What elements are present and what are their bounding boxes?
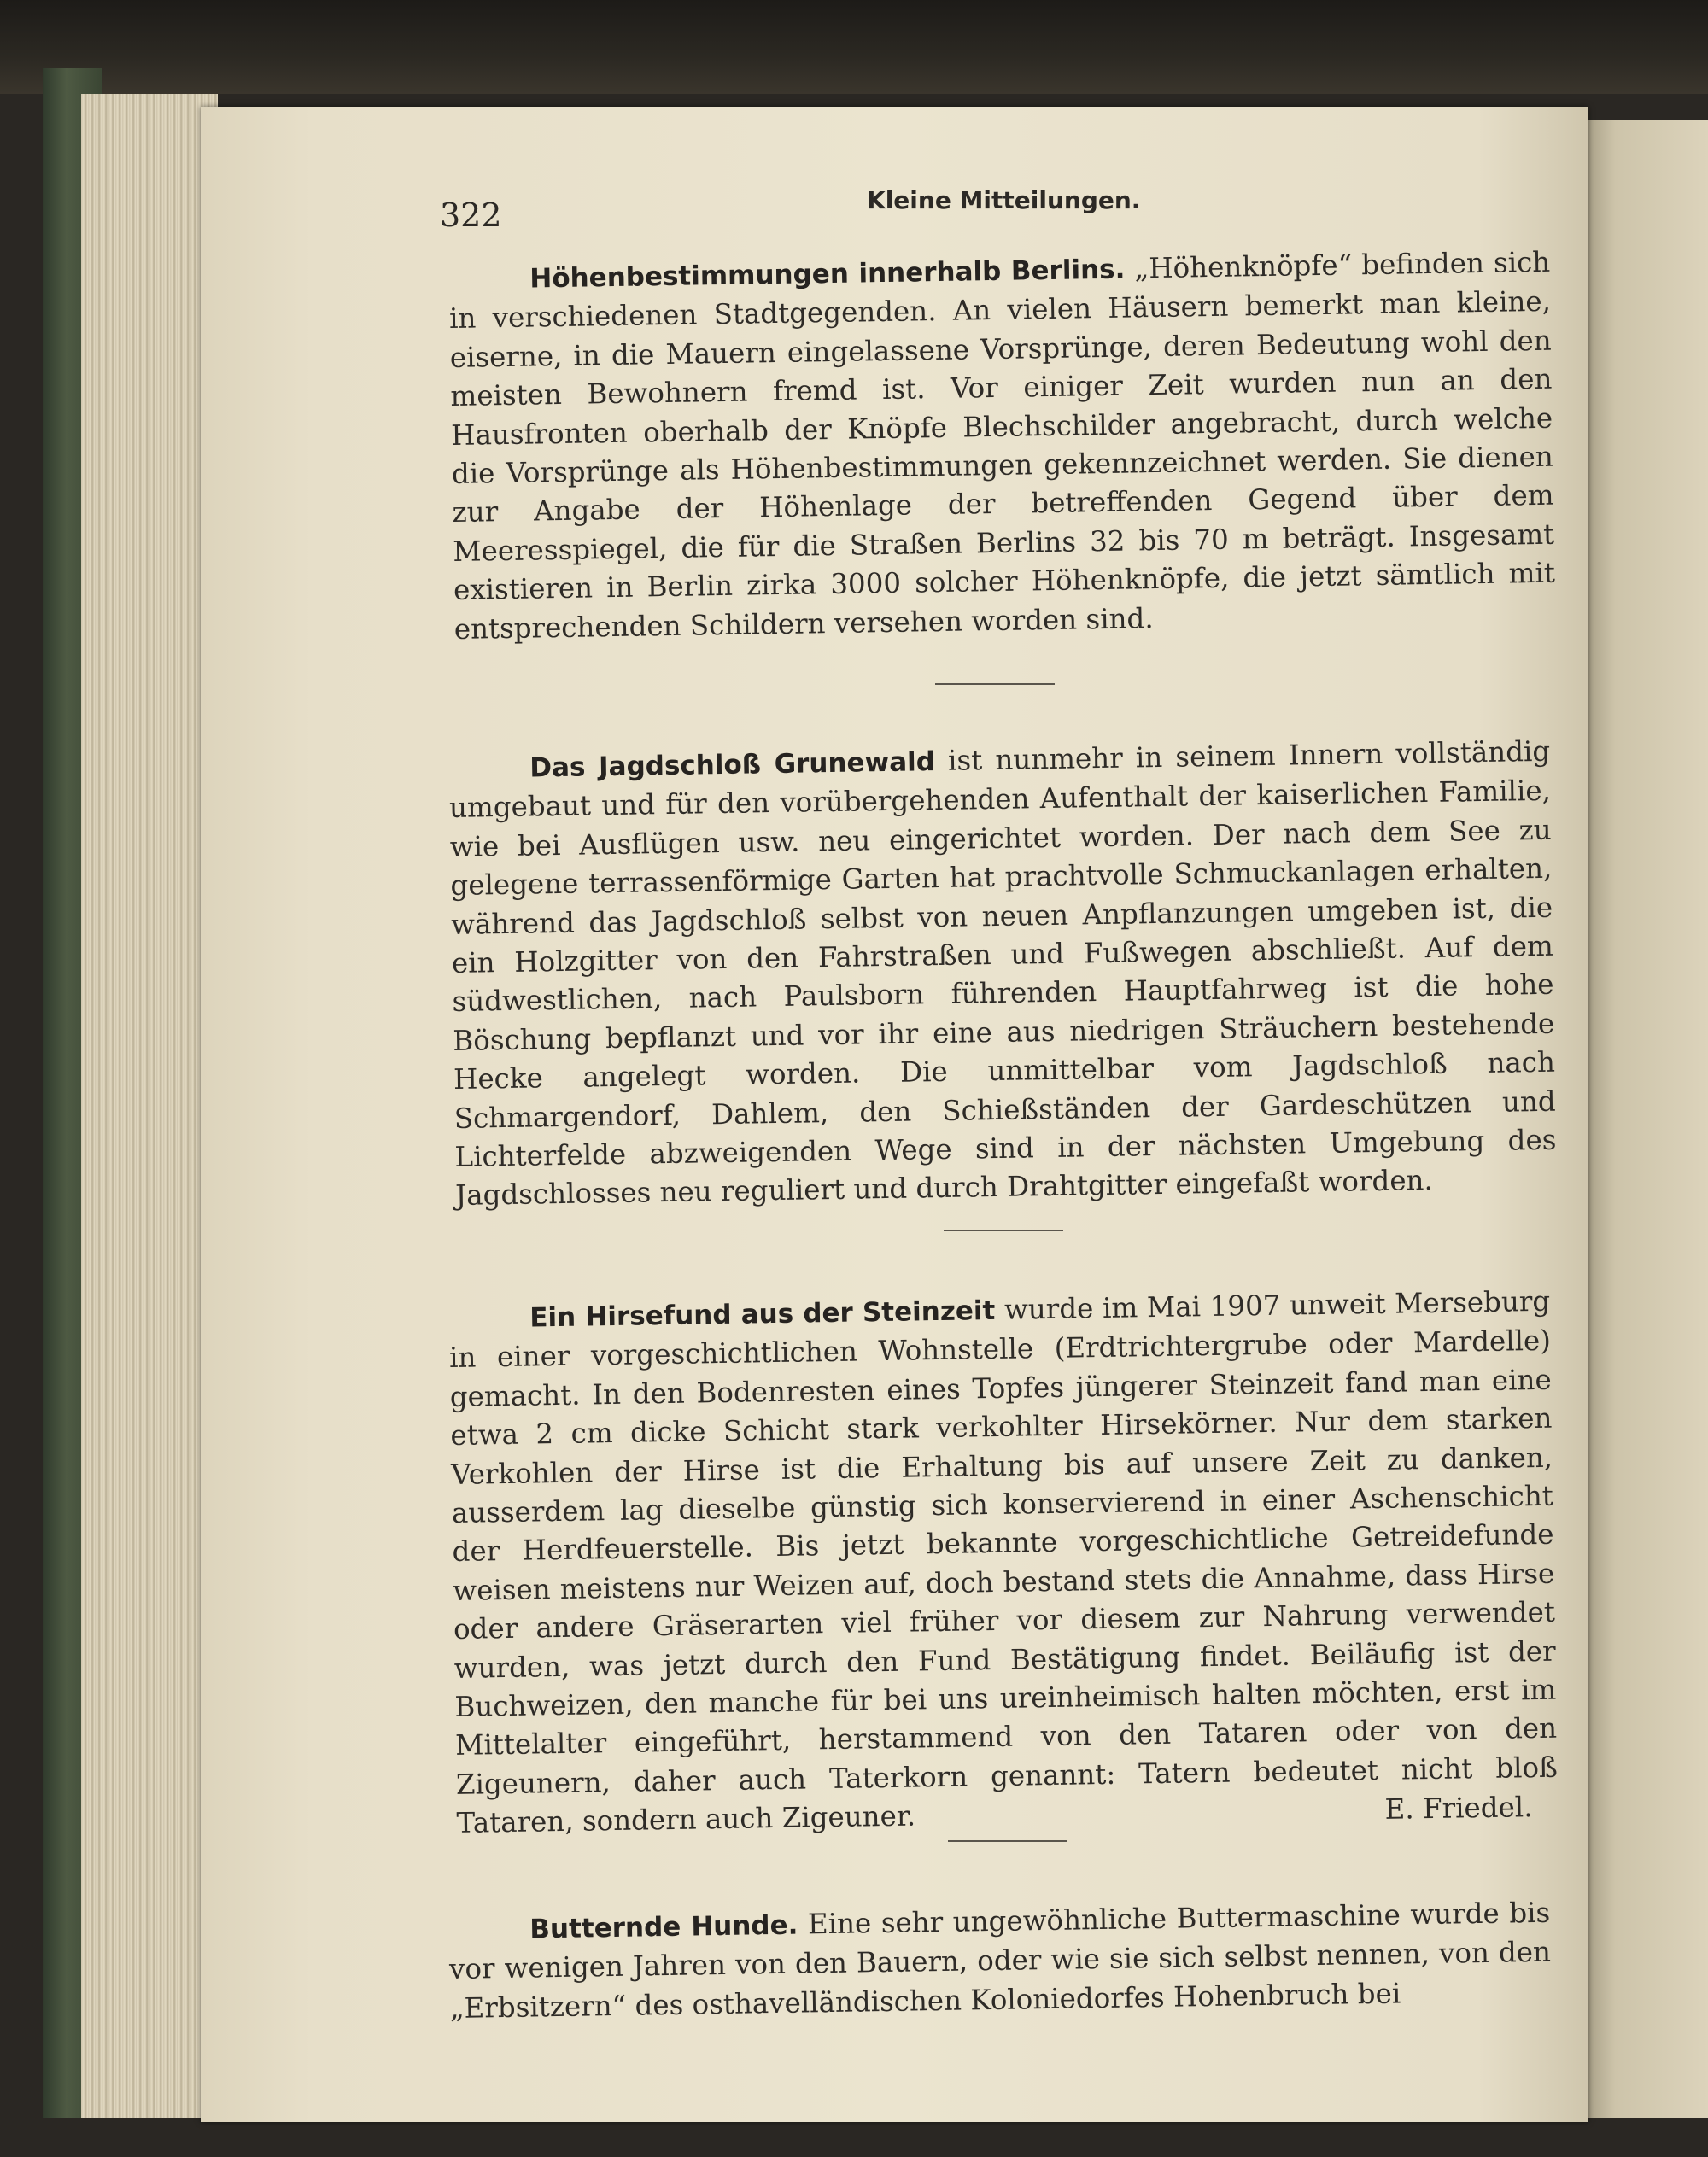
article-body: Eine sehr ungewöhnliche Buttermaschine wurde bis vor wenigen Jahren von den Bauern, oder wie sie sich selbst nennen, von den „Erbsitzern“ des osthavelländischen Koloniedorfes Hohenbruch bei [448, 1896, 1552, 2025]
article-headline: Das Jagdschloß Grunewald [529, 746, 936, 784]
article-body: wurde im Mai 1907 unweit Merseburg in einer vorgeschichtlichen Wohnstelle (Erdtrichtergrube oder Mardelle) gemacht. In den Bodenresten eines Topfes jüngerer Steinzeit fand man eine etwa 2 cm dicke Schicht stark verkohlter Hirsekörner. Nur dem starken Verkohlen der Hirse ist die Erhaltung bis auf unsere Zeit zu danken, ausserdem lag dieselbe günstig sich konservierend in einer Aschenschicht der Herdfeuerstelle. Bis jetzt bekannte vorgeschichtliche Getreidefunde weisen meistens nur Weizen auf, doch bestand stets die Annahme, dass Hirse oder andere Gräserarten viel früher vor diesem zur Nahrung verwendet wurden, was jetzt durch den Fund Bestätigung findet. Beiläufig ist der Buchweizen, den manche für bei uns ureinheimisch halten möchten, erst im Mittelalter eingeführt, herstammend von den Tataren oder von den Zigeunern, daher auch Taterkorn genannt: Tatern bedeutet nicht bloß Tataren, sondern auch Zigeuner. [448, 1284, 1559, 1840]
article-body: ist nunmehr in seinem Innern vollständig umgebaut und für den vorübergehenden Aufenthalt der kaiserlichen Familie, wie bei Ausflügen usw. neu eingerichtet worden. Der nach dem See zu gelegene terrassenförmige Garten hat prachtvolle Schmuckanlagen erhalten, während das Jagdschloß selbst von neuen Anpflanzungen umgeben ist, die ein Holzgitter von den Fahrstraßen und Fußwegen abschließt. Auf dem südwestlichen, nach Paulsborn führenden Hauptfahrweg ist die hohe Böschung bepflanzt und vor ihr eine aus niedrigen Sträuchern bestehende Hecke angelegt worden. Die unmittelbar vom Jagdschloß nach Schmargendorf, Dahlem, den Schießständen der Gardeschützen und Lichterfelde abzweigenden Wege sind in der nächsten Umgebung des Jagdschlosses neu reguliert und durch Drahtgitter eingefaßt worden. [448, 734, 1557, 1213]
article-jagdschloss [448, 733, 1557, 1216]
article-paragraph [448, 1283, 1559, 1844]
article-hoehenbestimmungen [448, 243, 1556, 649]
article-paragraph [448, 1894, 1552, 2028]
article-hirsefund [448, 1283, 1559, 1844]
facing-page [1584, 120, 1708, 2135]
book-cover-top [0, 0, 1708, 94]
article-butternde-hunde [448, 1894, 1552, 2028]
article-headline: Höhenbestimmungen innerhalb Berlins. [529, 254, 1126, 295]
book-cover-bottom [0, 2118, 1708, 2157]
article-paragraph [448, 243, 1556, 649]
article-headline: Ein Hirsefund aus der Steinzeit [529, 1295, 996, 1334]
page-header [440, 186, 1550, 237]
article-paragraph [448, 733, 1557, 1216]
section-divider [935, 683, 1055, 685]
running-head: Kleine Mitteilungen. [867, 186, 1141, 214]
article-headline: Butternde Hunde. [529, 1909, 798, 1945]
article-body: „Höhenknöpfe“ befinden sich in verschiedenen Stadtgegenden. An vielen Häusern bemerkt man kleine, eiserne, in die Mauern eingelassene Vorsprünge, deren Bedeutung wohl den meisten Bewohnern fremd ist. Vor einiger Zeit wurden nun an den Hausfronten oberhalb der Knöpfe Blechschilder angebracht, durch welche die Vorsprünge als Höhenbestimmungen gekennzeichnet werden. Sie dienen zur Angabe der Höhenlage der betreffenden Gegend über dem Meeresspiegel, die für die Straßen Berlins 32 bis 70 m beträgt. Insgesamt existieren in Berlin zirka 3000 solcher Höhenknöpfe, die jetzt sämtlich mit entsprechenden Schildern versehen worden sind. [448, 245, 1556, 646]
page-number: 322 [440, 196, 502, 234]
section-divider [944, 1230, 1063, 1231]
section-divider [948, 1840, 1068, 1842]
author-signature: E. Friedel. [1384, 1790, 1533, 1826]
page-edges [81, 94, 218, 2143]
